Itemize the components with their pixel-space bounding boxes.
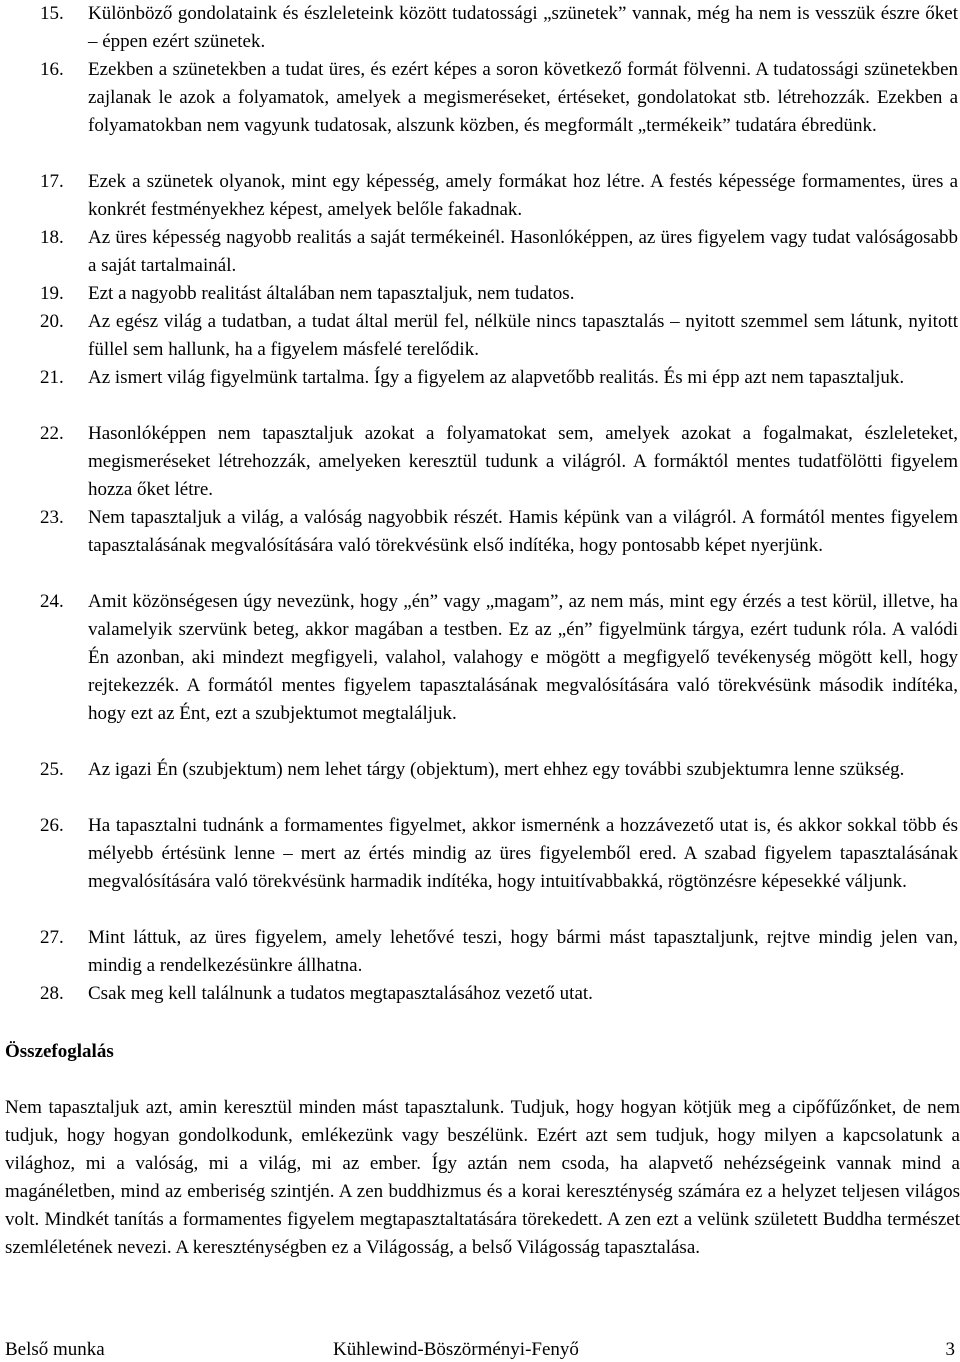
- item-text: Az egész világ a tudatban, a tudat által merül fel, nélküle nincs tapasztalás – nyitott szemmel sem látunk, nyitott füllel sem hallunk, ha a figyelem másfelé terelődik.: [88, 311, 958, 360]
- item-number: 23.: [40, 507, 64, 528]
- item-text: Különböző gondolataink és észleleteink között tudatossági „szünetek” vannak, még ha nem is vesszük észre őket – éppen ezért szünetek.: [88, 3, 958, 52]
- item-number: 17.: [40, 171, 64, 192]
- list-item: [0, 504, 960, 560]
- item-number: 22.: [40, 423, 64, 444]
- list-item: [0, 756, 960, 784]
- item-text: Csak meg kell találnunk a tudatos megtapasztalásához vezető utat.: [88, 983, 593, 1004]
- item-text: Az igazi Én (szubjektum) nem lehet tárgy (objektum), mert ehhez egy további szubjektumra lenne szükség.: [88, 759, 905, 780]
- list-item: [0, 0, 960, 56]
- item-text: Az üres képesség nagyobb realitás a saját termékeinél. Hasonlóképpen, az üres figyelem vagy tudat valóságosabb a saját tartalmainál.: [88, 227, 958, 276]
- item-text: Az ismert világ figyelmünk tartalma. Így a figyelem az alapvetőbb realitás. És mi épp azt nem tapasztaljuk.: [88, 367, 905, 388]
- item-number: 28.: [40, 983, 64, 1004]
- list-item: [0, 280, 960, 308]
- list-item: [0, 924, 960, 980]
- footer-authors: Kühlewind-Böszörményi-Fenyő: [333, 1339, 579, 1360]
- item-number: 20.: [40, 311, 64, 332]
- item-number: 24.: [40, 591, 64, 612]
- page-number: 3: [945, 1339, 955, 1360]
- item-text: Ha tapasztalni tudnánk a formamentes figyelmet, akkor ismernénk a hozzávezető utat is, és akkor sokkal több és mélyebb értésünk lenne – mert az értés mindig az üres figyelemből ered. A szabad figyelem tapasztalásának megvalósítására való törekvésünk harmadik indítéka, hogy intuitívabbakká, rögtönzésre képesekké váljunk.: [88, 815, 958, 892]
- list-item: [0, 588, 960, 728]
- list-item: [0, 420, 960, 504]
- item-number: 15.: [40, 3, 64, 24]
- item-text: Mint láttuk, az üres figyelem, amely lehetővé teszi, hogy bármi mást tapasztaljunk, rejtve mindig jelen van, mindig a rendelkezésünkre állhatna.: [88, 927, 958, 976]
- item-number: 21.: [40, 367, 64, 388]
- list-item: [0, 224, 960, 280]
- item-text: Ezt a nagyobb realitást általában nem tapasztaljuk, nem tudatos.: [88, 283, 575, 304]
- item-number: 19.: [40, 283, 64, 304]
- item-number: 26.: [40, 815, 64, 836]
- item-number: 27.: [40, 927, 64, 948]
- item-text: Ezekben a szünetekben a tudat üres, és ezért képes a soron következő formát fölvenni. A tudatossági szünetekben zajlanak le azok a folyamatok, amelyek a megismeréseket, értéseket, gondolatokat stb. létrehozzák. Ezekben a folyamatokban nem vagyunk tudatosak, alszunk közben, és megformált „termékeik” tudatára ébredünk.: [88, 59, 958, 136]
- footer-title: Belső munka: [5, 1339, 105, 1360]
- list-item: [0, 812, 960, 896]
- item-text: Amit közönségesen úgy nevezünk, hogy „én” vagy „magam”, az nem más, mint egy érzés a test körül, illetve, ha valamelyik szervünk beteg, akkor magában a testben. Ez az „én” figyelmünk tárgya, ezért tudunk róla. A valódi Én azonban, aki mindezt megfigyeli, valahol, valahogy e mögött a megfigyelő tevékenység mögött kell, hogy rejtekezzék. A formától mentes figyelem tapasztalásának megvalósítására való törekvésünk második indítéka, hogy ezt az Ént, ezt a szubjektumot megtaláljuk.: [88, 591, 958, 724]
- item-number: 18.: [40, 227, 64, 248]
- list-item: [0, 364, 960, 392]
- list-item: [0, 168, 960, 224]
- item-text: Nem tapasztaljuk a világ, a valóság nagyobbik részét. Hamis képünk van a világról. A formától mentes figyelem tapasztalásának megvalósítására való törekvésünk első indítéka, hogy pontosabb képet nyerjünk.: [88, 507, 958, 556]
- item-number: 25.: [40, 759, 64, 780]
- summary-paragraph: Nem tapasztaljuk azt, amin keresztül minden mást tapasztalunk. Tudjuk, hogy hogyan kötjük meg a cipőfűzőnket, de nem tudjuk, hogy hogyan gondolkodunk, emlékezünk vagy beszélünk. Ezért azt sem tudjuk, hogy milyen a kapcsolatunk a világhoz, mi a valóság, mi a világ, mi az ember. Így aztán nem csoda, ha alapvető nehézségeink vannak mind a magánéletben, mind az emberiség szintjén. A zen buddhizmus és a korai kereszténység számára ez a helyzet teljesen világos volt. Mindkét tanítás a formamentes figyelem megtapasztaltatására törekedett. A zen ezt a velünk született Buddha természet szemléletének nevezi. A kereszténységben ez a Világosság, a belső Világosság tapasztalása.: [5, 1097, 960, 1258]
- item-text: Hasonlóképpen nem tapasztaljuk azokat a folyamatokat sem, amelyek azokat a fogalmakat, észleleteket, megismeréseket létrehozzák, amelyeken keresztül tudunk a világról. A formáktól mentes tudatfölötti figyelem hozza őket létre.: [88, 423, 958, 500]
- list-item: [0, 980, 960, 1008]
- list-item: [0, 56, 960, 140]
- item-number: 16.: [40, 59, 64, 80]
- list-item: [0, 308, 960, 364]
- item-text: Ezek a szünetek olyanok, mint egy képesség, amely formákat hoz létre. A festés képessége formamentes, üres a konkrét festményekhez képest, amelyek belőle fakadnak.: [88, 171, 958, 220]
- section-heading: Összefoglalás: [5, 1041, 114, 1062]
